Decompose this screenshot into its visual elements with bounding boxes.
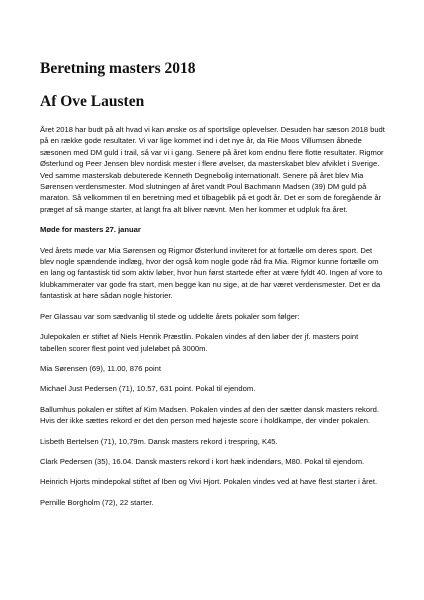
julepokal-winner-2: Michael Just Pedersen (71), 10.57, 631 point. Pokal til ejendom. — [40, 384, 256, 394]
document-page — [40, 60, 386, 508]
hjorts-winner: Pernille Borgholm (72), 22 starter. — [40, 497, 154, 507]
ballumhus-paragraph: Ballumhus pokalen er stiftet af Kim Madsen. Pokalen vindes af den der sætter dansk masters rekord. Hvis der ikke sættes rekord er det den person med højeste score i holdkampe, der vinder pokalen. — [40, 404, 379, 426]
document-title: Beretning masters 2018 — [40, 60, 196, 77]
intro-paragraph: Året 2018 har budt på alt hvad vi kan ønske os af sportslige oplevelser. Desuden har sæson 2018 budt på en række gode resultater. Vi var lige kommet ind i det nye år, da Rie Moos Villumsen åbnede sæsonen med DM guld i trail, så var vi i gang. Senere på året kom endnu flere flotte resultater. Rigmor Østerlund og Peer Jensen blev nordisk mester i flere øvelser, da masterskabet blev afviklet i Sverige. Ved samme masterskab debuterede Kenneth Degnebolig internationalt. Senere på året blev Mia Sørensen verdensmester. Mod slutningen af året vandt Poul Bachmann Madsen (39) DM guld på maraton. Så velkommen til en beretning med et tilbageblik på et godt år. Det er som de foregående år præget af så mange starter, at langt fra alt bliver nævnt. Men her kommer et udpluk fra året. — [40, 125, 385, 214]
trophies-intro: Per Glassau var som sædvanlig til stede og uddelte årets pokaler som følger: — [40, 311, 300, 321]
meeting-paragraph: Ved årets møde var Mia Sørensen og Rigmor Østerlund inviteret for at fortælle om deres sport. Det blev nogle spændende indlæg, hvor der også kom nogle gode råd fra Mia. Rigmor kunne fortælle om en lang og fantastisk tid som aktiv løber, hvor hun først startede efter at være fyldt 40. Ingen af vore to klubkammerater var gode fra start, men begge kan nu sige, at de har været verdensmester. Det er da fantastisk at høre sådan nogle historier. — [40, 245, 383, 301]
julepokal-paragraph: Julepokalen er stiftet af Niels Henrik Præstlin. Pokalen vindes af den løber der jf. masters point tabellen scorer flest point ved juleløbet på 3000m. — [40, 332, 359, 353]
julepokal-winner-1: Mia Sørensen (69), 11.00, 876 point — [40, 363, 162, 373]
hjorts-paragraph: Heinrich Hjorts mindepokal stiftet af Iben og Vivi Hjort. Pokalen vindes ved at have flest starter i året. — [40, 477, 378, 487]
meeting-heading: Møde for masters 27. januar — [40, 225, 141, 235]
document-author: Af Ove Lausten — [40, 93, 145, 110]
ballumhus-winner-1: Lisbeth Bertelsen (71), 10,79m. Dansk masters rekord i trespring, K45. — [40, 436, 278, 446]
ballumhus-winner-2: Clark Pedersen (35), 16.04. Dansk masters rekord i kort hæk indendørs, M80. Pokal til ejendom. — [40, 456, 365, 466]
